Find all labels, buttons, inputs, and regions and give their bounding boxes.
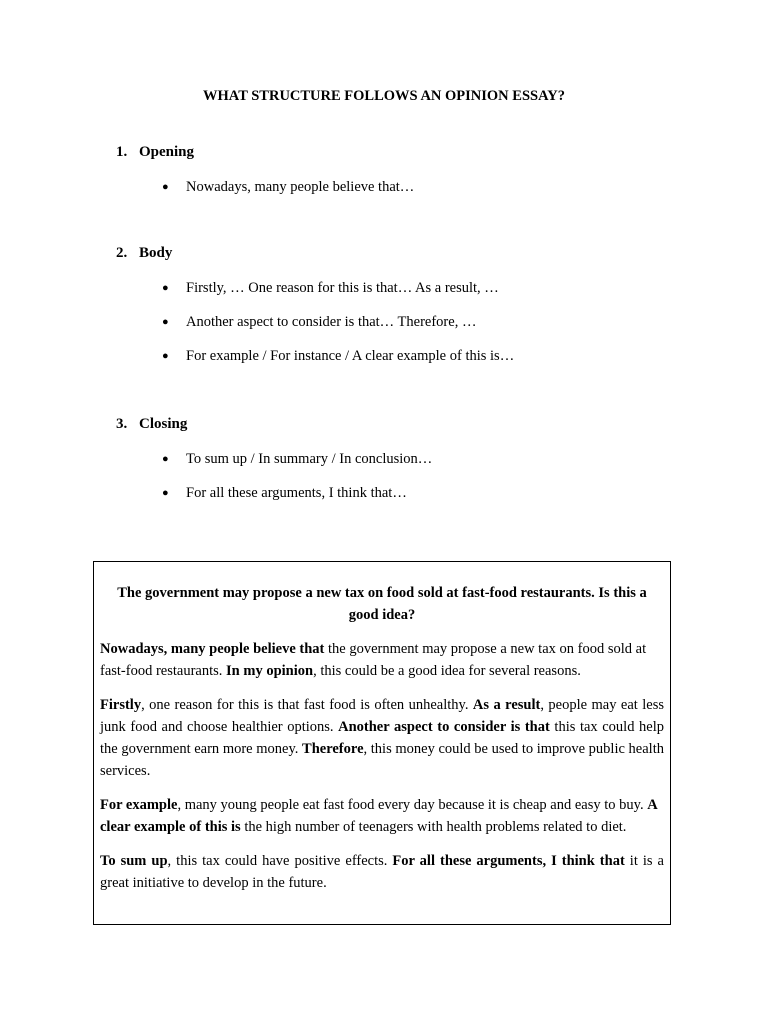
list-item-text: For all these arguments, I think that… (186, 485, 407, 501)
bullet-icon: ● (162, 487, 169, 499)
bullet-icon: ● (162, 282, 169, 294)
essay-text: , one reason for this is that fast food is often unhealthy. (141, 697, 473, 713)
essay-text: the government may propose a new tax on food sold at fast-food restaurants. (100, 641, 647, 679)
list-item-text: To sum up / In summary / In conclusion… (186, 451, 433, 467)
essay-text: , this money could be used to improve public health services. (100, 741, 664, 779)
section-heading-opening (116, 144, 194, 161)
connector-phrase: Nowadays, many people believe that (100, 641, 325, 657)
essay-paragraph-closing (100, 850, 664, 894)
section-number: 1. (116, 144, 128, 160)
essay-text: this tax could help the government earn more money. (100, 719, 665, 757)
list-item (162, 485, 407, 502)
list-item-text: For example / For instance / A clear example of this is… (186, 348, 515, 364)
bullet-icon: ● (162, 316, 169, 328)
section-number: 3. (116, 416, 128, 432)
connector-phrase: To sum up (100, 853, 168, 869)
essay-text: , this could be a good idea for several reasons. (313, 663, 581, 679)
essay-text: , people may eat less junk food and choose healthier options. (100, 697, 664, 735)
list-item-text: Another aspect to consider is that… Therefore, … (186, 314, 477, 330)
page-title: WHAT STRUCTURE FOLLOWS AN OPINION ESSAY? (203, 88, 565, 104)
list-item (162, 348, 514, 365)
bullet-icon: ● (162, 453, 169, 465)
section-heading-label: Body (139, 245, 173, 261)
connector-phrase: As a result (472, 697, 541, 713)
list-item (162, 179, 414, 196)
essay-example-box (93, 561, 671, 925)
section-heading-body (116, 245, 172, 262)
list-item-text: Nowadays, many people believe that… (186, 179, 415, 195)
list-item-text: Firstly, … One reason for this is that… As a result, … (186, 280, 499, 296)
connector-phrase: Therefore (302, 741, 364, 757)
section-heading-closing (116, 416, 187, 433)
essay-paragraph-body-2 (100, 794, 664, 838)
essay-text: , this tax could have positive effects. (167, 853, 393, 869)
essay-text: the high number of teenagers with health problems related to diet. (240, 819, 627, 835)
essay-text: , many young people eat fast food every day because it is cheap and easy to buy. (177, 797, 648, 813)
connector-phrase: In my opinion (226, 663, 314, 679)
essay-paragraph-opening (100, 638, 664, 682)
section-number: 2. (116, 245, 128, 261)
connector-phrase: For all these arguments, I think that (392, 853, 625, 869)
connector-phrase: For example (100, 797, 178, 813)
connector-phrase: Firstly (100, 697, 142, 713)
list-item (162, 280, 499, 297)
essay-text: it is a great initiative to develop in the future. (100, 853, 664, 891)
list-item (162, 451, 432, 468)
essay-question: The government may propose a new tax on food sold at fast-food restaurants. Is this a good idea? (117, 585, 647, 623)
section-heading-label: Closing (139, 416, 188, 432)
section-heading-label: Opening (139, 144, 195, 160)
bullet-icon: ● (162, 350, 169, 362)
connector-phrase: Another aspect to consider is that (338, 719, 550, 735)
essay-paragraph-body-1 (100, 694, 664, 782)
bullet-icon: ● (162, 181, 169, 193)
list-item (162, 314, 476, 331)
connector-phrase: A clear example of this is (100, 797, 657, 835)
